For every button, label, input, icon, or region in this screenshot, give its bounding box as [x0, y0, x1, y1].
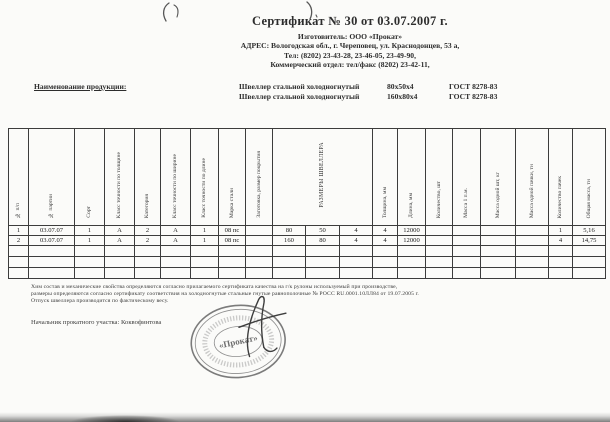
- table-cell: 80: [306, 236, 340, 246]
- table-cell: [135, 268, 161, 279]
- table-cell: [516, 226, 549, 236]
- table-cell: 1: [191, 236, 219, 246]
- column-header: [516, 129, 549, 226]
- column-header-label: Класс точности по длине: [201, 158, 207, 218]
- table-cell: [306, 257, 340, 268]
- table-cell: 1: [191, 226, 219, 236]
- table-cell: [516, 236, 549, 246]
- table-cell: [481, 268, 516, 279]
- table-cell: 1: [9, 226, 29, 236]
- column-header: [246, 129, 273, 226]
- table-row: [9, 226, 606, 236]
- column-header-label: РАЗМЕРЫ ШВЕЛЛЕРА: [319, 141, 325, 208]
- table-cell: 4: [373, 236, 398, 246]
- table-cell: [273, 246, 306, 257]
- table-cell: [9, 257, 29, 268]
- product-row: [239, 82, 600, 92]
- footnote-line: Отпуск швеллера производится по фактическому весу.: [31, 298, 169, 305]
- table-cell: 14,75: [573, 236, 606, 246]
- table-cell: 160: [273, 236, 306, 246]
- table-cell: [191, 268, 219, 279]
- table-cell: А: [161, 236, 191, 246]
- table-cell: [549, 257, 573, 268]
- column-header-label: Марка стали: [228, 187, 235, 218]
- table-cell: [246, 236, 273, 246]
- table-cell: [9, 246, 29, 257]
- table-cell: [549, 268, 573, 279]
- table-cell: 03.07.07: [29, 236, 75, 246]
- table-cell: [340, 257, 373, 268]
- table-cell: [481, 226, 516, 236]
- table-cell: [135, 246, 161, 257]
- column-header-label: Общая масса, тн: [585, 178, 592, 218]
- column-header: [219, 129, 246, 226]
- table-cell: [219, 268, 246, 279]
- table-cell: [273, 268, 306, 279]
- document-title: Сертификат № 30 от 03.07.2007 г.: [252, 14, 448, 28]
- table-cell: [29, 257, 75, 268]
- column-header-label: Заготовка, размер покрытия: [255, 151, 262, 218]
- table-cell: 12000: [398, 236, 426, 246]
- table-cell: 5,16: [573, 226, 606, 236]
- table-empty-row: [9, 257, 606, 268]
- table-cell: А: [105, 226, 135, 236]
- table-cell: [453, 226, 481, 236]
- column-header: [29, 129, 75, 226]
- table-cell: [426, 257, 453, 268]
- column-header: [105, 129, 135, 226]
- manufacturer-line: Изготовитель: ООО «Прокат»: [297, 32, 403, 41]
- table-cell: 1: [549, 226, 573, 236]
- footnote: [31, 284, 591, 306]
- product-size: 80х50х4: [387, 82, 414, 91]
- table-cell: 03.07.07: [29, 226, 75, 236]
- stamp-seal: [174, 288, 312, 391]
- table-cell: [373, 257, 398, 268]
- scan-shadow: [0, 411, 610, 422]
- column-header-label: Масса одной шт, кг: [494, 171, 501, 218]
- table-cell: [453, 257, 481, 268]
- column-header: [453, 129, 481, 226]
- table-cell: [246, 268, 273, 279]
- table-cell: 4: [373, 226, 398, 236]
- column-header: [75, 129, 105, 226]
- table-cell: [306, 268, 340, 279]
- table-cell: [516, 246, 549, 257]
- table-cell: [373, 246, 398, 257]
- commercial-line: Коммерческий отдел: тел/факс (8202) 23-42-11,: [270, 60, 430, 70]
- product-size: 160х80х4: [387, 92, 418, 101]
- table-cell: А: [161, 226, 191, 236]
- column-header-label: Класс точности по ширине: [172, 153, 178, 218]
- column-header: [135, 129, 161, 226]
- product-gost: ГОСТ 8278-83: [449, 82, 498, 91]
- table-cell: 12000: [398, 226, 426, 236]
- table-cell: [373, 268, 398, 279]
- column-header-label: Масса одной пачки, тн: [528, 163, 535, 218]
- column-header-label: Сорт: [86, 206, 92, 218]
- table-cell: [481, 246, 516, 257]
- table-cell: 08 пс: [219, 236, 246, 246]
- table-cell: 4: [549, 236, 573, 246]
- table-cell: 2: [135, 226, 161, 236]
- table-cell: [398, 257, 426, 268]
- table-empty-row: [9, 268, 606, 279]
- table-cell: [340, 268, 373, 279]
- table-cell: [481, 257, 516, 268]
- table-cell: [219, 257, 246, 268]
- table-cell: 1: [75, 226, 105, 236]
- column-header: [549, 129, 573, 226]
- table-empty-row: [9, 246, 606, 257]
- column-header-label: Класс точности по толщине: [116, 151, 122, 218]
- table-cell: А: [105, 236, 135, 246]
- table-cell: [573, 257, 606, 268]
- table-cell: [481, 236, 516, 246]
- product-gost: ГОСТ 8278-83: [449, 92, 498, 101]
- table-cell: [340, 246, 373, 257]
- table-cell: [426, 246, 453, 257]
- column-header-label: № п/п: [15, 203, 21, 218]
- table-cell: [246, 246, 273, 257]
- table-cell: 2: [9, 236, 29, 246]
- table-row: [9, 236, 606, 246]
- column-header-label: Длина, мм: [408, 193, 414, 218]
- table-cell: [161, 268, 191, 279]
- table-cell: [306, 246, 340, 257]
- table-cell: [453, 268, 481, 279]
- table-cell: [191, 246, 219, 257]
- table-cell: [29, 246, 75, 257]
- product-name: Швеллер стальной холодногнутый: [239, 82, 360, 91]
- table-cell: 08 пс: [219, 226, 246, 236]
- column-header: [573, 129, 606, 226]
- column-header: [398, 129, 426, 226]
- product-name: Швеллер стальной холодногнутый: [239, 92, 360, 101]
- table-cell: [161, 246, 191, 257]
- table-cell: [273, 257, 306, 268]
- table-cell: [29, 268, 75, 279]
- table-cell: [426, 226, 453, 236]
- table-cell: [398, 246, 426, 257]
- table-cell: [75, 257, 105, 268]
- phones-line: Тел: (8202) 23-43-28, 23-46-05, 23-49-90,: [284, 50, 416, 60]
- column-header: [426, 129, 453, 226]
- table-cell: 80: [273, 226, 306, 236]
- table-cell: 2: [135, 236, 161, 246]
- table-cell: [398, 268, 426, 279]
- table-cell: [426, 268, 453, 279]
- table-cell: [426, 236, 453, 246]
- table-cell: [573, 268, 606, 279]
- address-line: АДРЕС: Вологодская обл., г. Череповец, ул. Краснодонцев, 53 а,: [240, 41, 460, 51]
- table-cell: [75, 246, 105, 257]
- document-header: [145, 14, 555, 70]
- table-cell: [9, 268, 29, 279]
- column-header: [481, 129, 516, 226]
- table-cell: 1: [75, 236, 105, 246]
- column-header-label: Толщина, мм: [381, 186, 388, 218]
- table-cell: [453, 246, 481, 257]
- products-label: Наименование продукции:: [34, 82, 127, 91]
- table-cell: 50: [306, 226, 340, 236]
- table-cell: [516, 268, 549, 279]
- cert-table: [8, 128, 606, 279]
- table-cell: [573, 246, 606, 257]
- table-cell: 4: [340, 226, 373, 236]
- column-header-label: № партии: [48, 193, 54, 218]
- table-cell: [219, 246, 246, 257]
- product-row: [239, 92, 600, 102]
- footnote-line: размеры определяются согласно сертификату соответствия на холодногнутые стальные гнутые равнополочные № РОСС RU.0001.10ЛЛ84 от 19.07.2005 г.: [31, 291, 419, 298]
- table-cell: [453, 236, 481, 246]
- column-header: [9, 129, 29, 226]
- products-block: [34, 82, 600, 102]
- signature-line: Начальник прокатного участка: Коквофинтова: [31, 319, 162, 326]
- table-cell: [135, 257, 161, 268]
- column-header: [191, 129, 219, 226]
- footnote-line: Хим состав и механические свойства определяются согласно прилагаемого сертификата качества на г/к рулоны используемый при производстве,: [31, 284, 398, 290]
- table-header-row: [9, 129, 606, 226]
- table-cell: [246, 257, 273, 268]
- column-header-label: Масса 1 п.м.: [463, 188, 469, 218]
- column-header-label: Категория: [144, 193, 150, 218]
- stamp-center-text: «Прокат»: [217, 332, 259, 351]
- product-rows: [239, 82, 600, 102]
- table-cell: 4: [340, 236, 373, 246]
- table-cell: [191, 257, 219, 268]
- table-cell: [105, 268, 135, 279]
- table-cell: [549, 246, 573, 257]
- column-header-label: Количество, шт: [435, 180, 442, 218]
- table-cell: [105, 246, 135, 257]
- column-header: [161, 129, 191, 226]
- table-cell: [516, 257, 549, 268]
- column-header: [373, 129, 398, 226]
- table-cell: [105, 257, 135, 268]
- column-header: [273, 129, 373, 226]
- table-cell: [161, 257, 191, 268]
- column-header-label: Количество пачек: [557, 175, 563, 218]
- table-cell: [75, 268, 105, 279]
- table-cell: [246, 226, 273, 236]
